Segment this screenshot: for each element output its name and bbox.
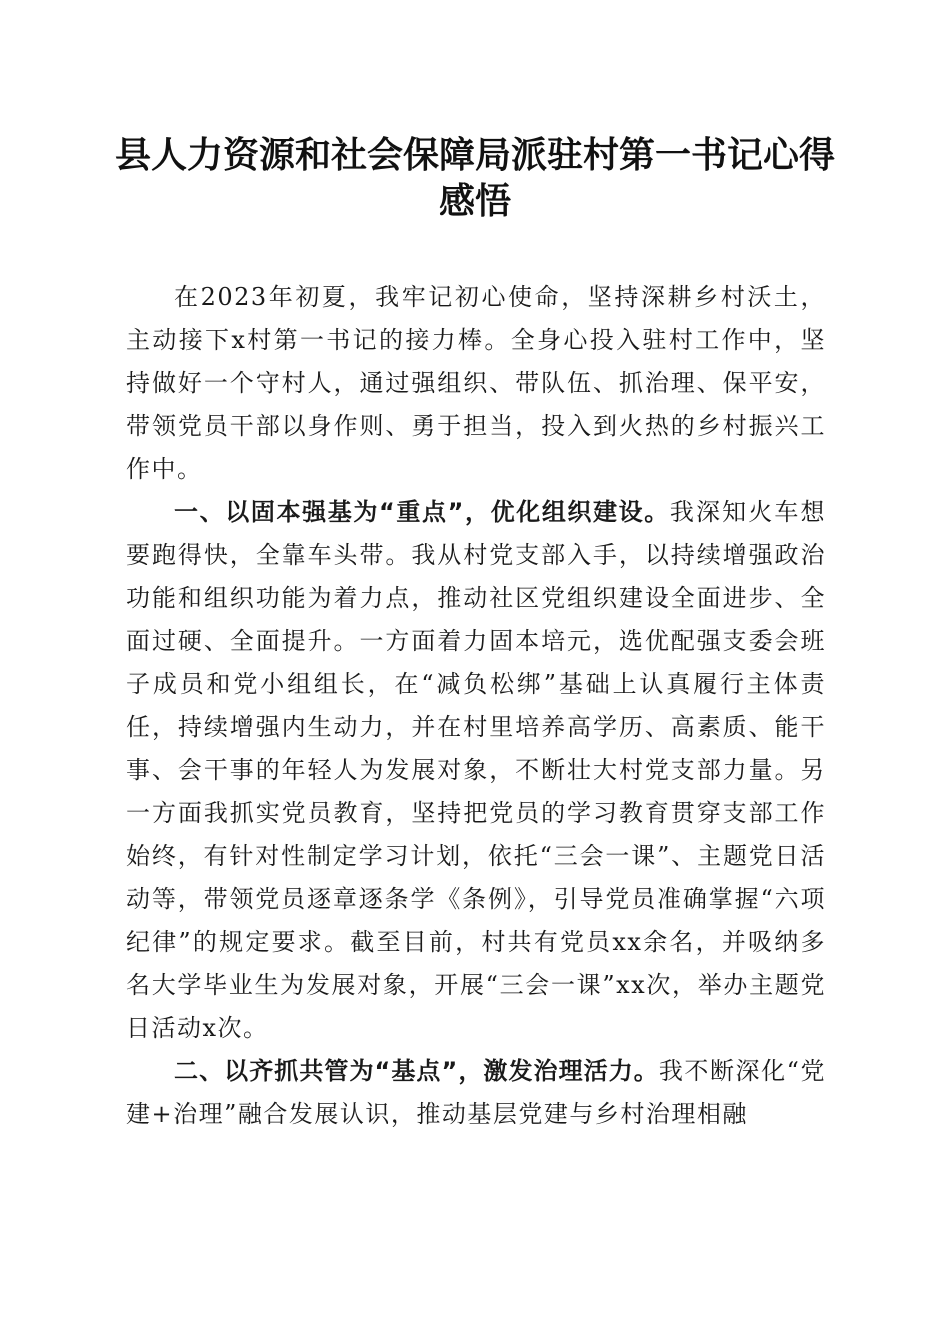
- section-heading: 一、以固本强基为“重点”，优化组织建设。: [174, 498, 670, 526]
- paragraph-text: 我深知火车想要跑得快，全靠车头带。我从村党支部入手，以持续增强政治功能和组织功能为着力点，推动社区党组织建设全面进步、全面过硬、全面提升。一方面着力固本培元，选优配强支委会班子成员和党小组组长，在“减负松绑”基础上认真履行主体责任，持续增强内生动力，并在村里培养高学历、高素质、能干事、会干事的年轻人为发展对象，不断壮大村党支部力量。另一方面我抓实党员教育，坚持把党员的学习教育贯穿支部工作始终，有针对性制定学习计划，依托“三会一课”、主题党日活动等，带领党员逐章逐条学《条例》，引导党员准确掌握“六项纪律”的规定要求。截至目前，村共有党员xx余名，并吸纳多名大学毕业生为发展对象，开展“三会一课”xx次，举办主题党日活动x次。: [126, 498, 827, 1042]
- title-line-2: 感悟: [438, 180, 511, 222]
- document-body: [126, 276, 826, 1136]
- paragraph-section-1: [126, 491, 826, 1050]
- paragraph-text: 在2023年初夏，我牢记初心使命，坚持深耕乡村沃土，主动接下x村第一书记的接力棒。全身心投入驻村工作中，坚持做好一个守村人，通过强组织、带队伍、抓治理、保平安，带领党员干部以身作则、勇于担当，投入到火热的乡村振兴工作中。: [126, 283, 826, 483]
- paragraph-section-2: [126, 1050, 826, 1136]
- document-title: [110, 132, 840, 224]
- paragraph-text: 我不断深化“党建+治理”融合发展认识，推动基层党建与乡村治理相融: [126, 1057, 826, 1128]
- section-heading: 二、以齐抓共管为“基点”，激发治理活力。: [174, 1057, 659, 1085]
- paragraph-intro: [126, 276, 826, 491]
- title-line-1: 县人力资源和社会保障局派驻村第一书记心得: [114, 134, 835, 176]
